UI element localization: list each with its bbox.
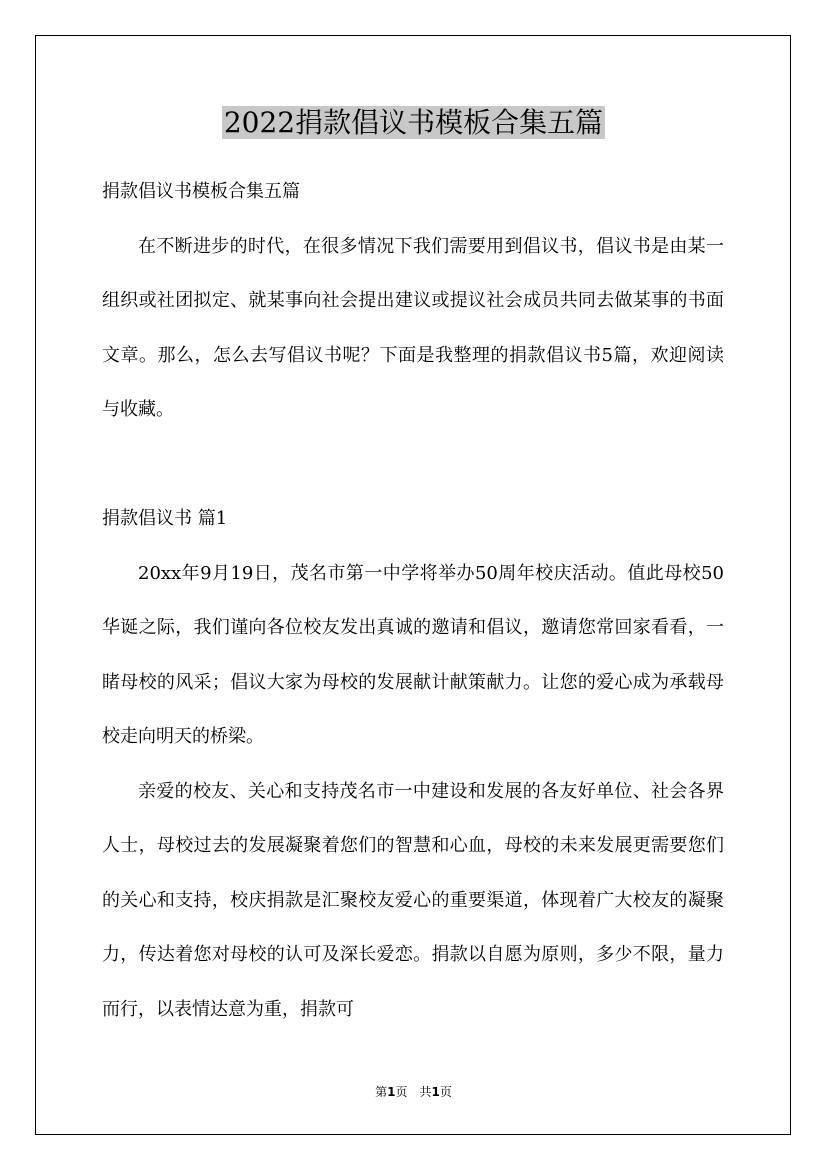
- intro-paragraph: 在不断进步的时代，在很多情况下我们需要用到倡议书，倡议书是由某一组织或社团拟定、就某事向社会提出建议或提议社会成员共同去做某事的书面文章。那么，怎么去写倡议书呢？下面是我整理的捐款倡议书5篇，欢迎阅读与收藏。: [102, 235, 724, 420]
- footer-page-prefix: 第: [375, 1085, 388, 1099]
- footer-page-mid: 页 共: [395, 1085, 432, 1099]
- footer-page-total: 1: [431, 1085, 440, 1099]
- page-footer: [0, 1084, 827, 1100]
- section-heading: 捐款倡议书 篇1: [102, 508, 228, 529]
- footer-page-current: 1: [387, 1085, 396, 1099]
- document-subtitle: 捐款倡议书模板合集五篇: [102, 181, 300, 202]
- document-title-text: 2022捐款倡议书模板合集五篇: [223, 106, 604, 139]
- body-paragraph-1: 20xx年9月19日，茂名市第一中学将举办50周年校庆活动。值此母校50华诞之际，我们谨向各位校友发出真诚的邀请和倡议，邀请您常回家看看，一睹母校的风采；倡议大家为母校的发展献计献策献力。让您的爱心成为承载母校走向明天的桥梁。: [102, 562, 724, 747]
- document-body: [102, 165, 724, 1037]
- body-paragraph-2: 亲爱的校友、关心和支持茂名市一中建设和发展的各友好单位、社会各界人士，母校过去的发展凝聚着您们的智慧和心血，母校的未来发展更需要您们的关心和支持，校庆捐款是汇聚校友爱心的重要渠道，体现着广大校友的凝聚力，传达着您对母校的认可及深长爱恋。捐款以自愿为原则，多少不限，量力而行，以表情达意为重，捐款可: [102, 780, 724, 1020]
- footer-page-suffix: 页: [439, 1085, 452, 1099]
- document-title: [0, 103, 827, 143]
- blank-line: [102, 438, 724, 493]
